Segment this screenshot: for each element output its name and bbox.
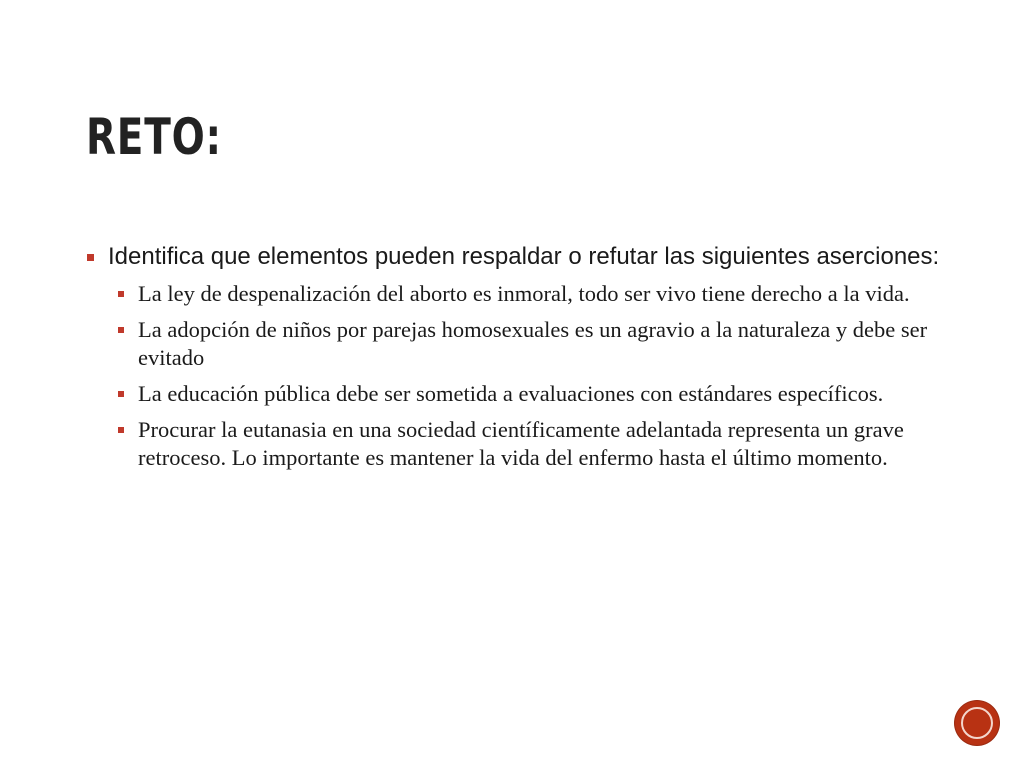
square-bullet-icon bbox=[118, 327, 124, 333]
assertion-item bbox=[118, 280, 938, 308]
square-bullet-icon bbox=[118, 391, 124, 397]
main-point-text: Identifica que elementos pueden respaldar o refutar las siguientes aserciones: bbox=[108, 243, 940, 270]
square-bullet-icon bbox=[118, 427, 124, 433]
slide-title: RETO: bbox=[86, 108, 222, 166]
assertion-item bbox=[118, 316, 938, 372]
badge-ring bbox=[961, 707, 993, 739]
assertion-item bbox=[118, 380, 938, 408]
slide-content bbox=[86, 242, 946, 480]
assertion-list bbox=[86, 280, 946, 472]
circle-nav-icon[interactable] bbox=[955, 701, 999, 745]
assertion-text: La ley de despenalización del aborto es inmoral, todo ser vivo tiene derecho a la vida. bbox=[138, 281, 910, 306]
main-point bbox=[86, 242, 946, 272]
assertion-item bbox=[118, 416, 938, 472]
square-bullet-icon bbox=[118, 291, 124, 297]
assertion-text: Procurar la eutanasia en una sociedad científicamente adelantada representa un grave retroceso. Lo importante es mantener la vida del enfermo hasta el último momento. bbox=[138, 417, 904, 470]
assertion-text: La educación pública debe ser sometida a evaluaciones con estándares específicos. bbox=[138, 381, 884, 406]
assertion-text: La adopción de niños por parejas homosexuales es un agravio a la naturaleza y debe ser evitado bbox=[138, 317, 928, 370]
square-bullet-icon bbox=[87, 254, 94, 261]
